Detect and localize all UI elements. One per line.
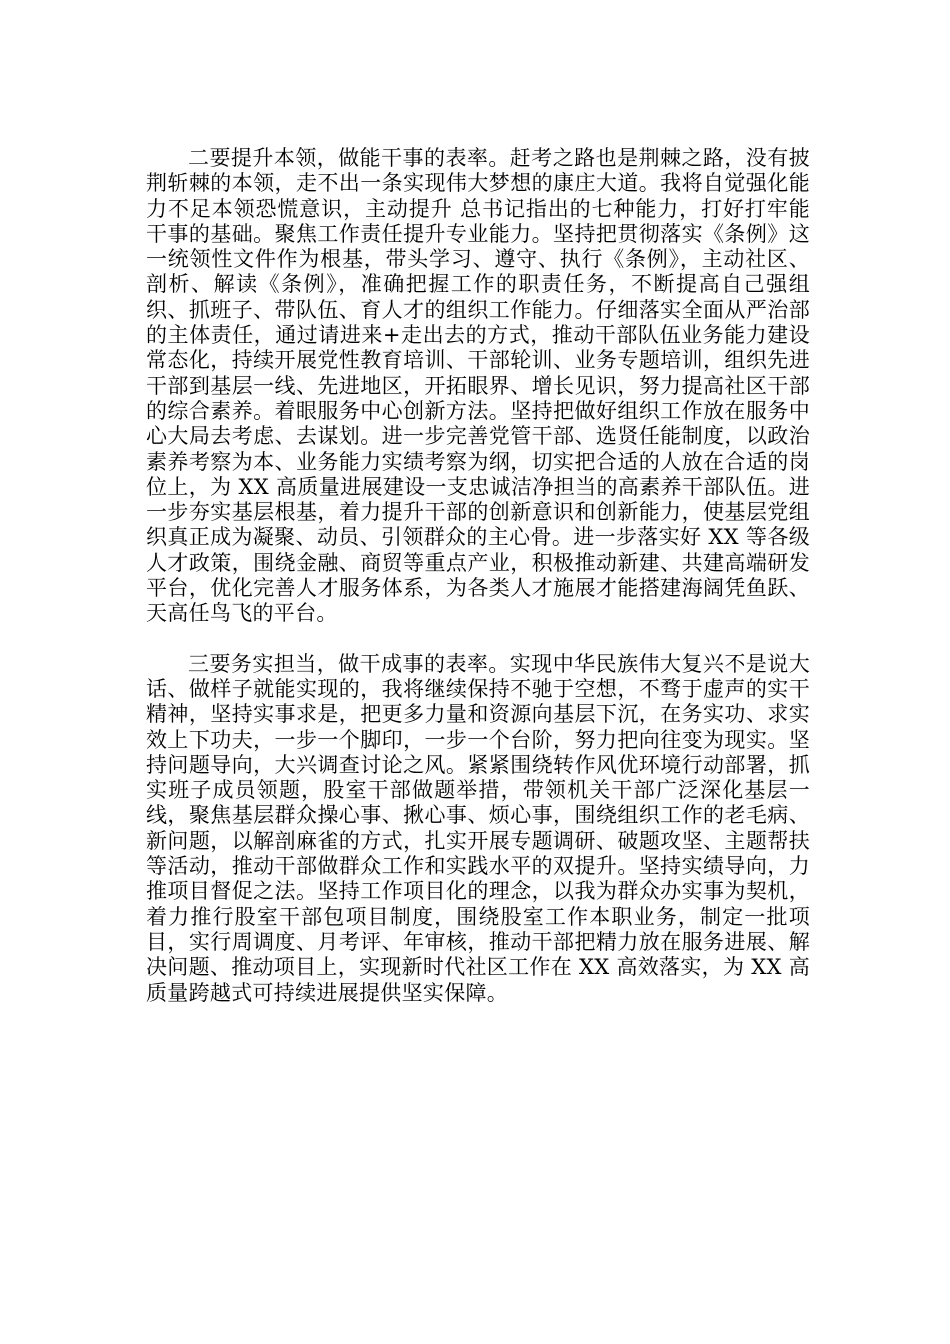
paragraph-responsibility: 三要务实担当，做干成事的表率。实现中华民族伟大复兴不是说大话、做样子就能实现的，我将继续保持不驰于空想，不骛于虚声的实干精神，坚持实事求是，把更多力量和资源向基层下沉，在务实功、求实效上下功夫，一步一个脚印，一步一个台阶，努力把向往变为现实。坚持问题导向，大兴调查讨论之风。紧紧围绕转作风优环境行动部署，抓实班子成员领题，股室干部做题举措，带领机关干部广泛深化基层一线，聚焦基层群众操心事、揪心事、烦心事，围绕组织工作的老毛病、新问题，以解剖麻雀的方式，扎实开展专题调研、破题攻坚、主题帮扶等活动，推动干部做群众工作和实践水平的双提升。坚持实绩导向，力推项目督促之法。坚持工作项目化的理念，以我为群众办实事为契机，着力推行股室干部包项目制度，围绕股室工作本职业务，制定一批项目，实行周调度、月考评、年审核，推动干部把精力放在服务进展、解决问题、推动项目上，实现新时代社区工作在 XX 高效落实，为 XX 高质量跨越式可持续进展提供坚实保障。 [146,651,810,1005]
document-body [146,146,810,1006]
paragraph-ability: 二要提升本领，做能干事的表率。赶考之路也是荆棘之路，没有披荆斩棘的本领，走不出一条实现伟大梦想的康庄大道。我将自觉强化能力不足本领恐慌意识，主动提升 总书记指出的七种能力，打好打牢能干事的基础。聚焦工作责任提升专业能力。坚持把贯彻落实《条例》这一统领性文件作为根基，带头学习、遵守、执行《条例》，主动社区、剖析、解读《条例》，准确把握工作的职责任务，不断提高自己强组织、抓班子、带队伍、育人才的组织工作能力。仔细落实全面从严治部的主体责任，通过请进来+走出去的方式，推动干部队伍业务能力建设常态化，持续开展党性教育培训、干部轮训、业务专题培训，组织先进干部到基层一线、先进地区，开拓眼界、增长见识，努力提高社区干部的综合素养。着眼服务中心创新方法。坚持把做好组织工作放在服务中心大局去考虑、去谋划。进一步完善党管干部、选贤任能制度，以政治素养考察为本、业务能力实绩考察为纲，切实把合适的人放在合适的岗位上，为 XX 高质量进展建设一支忠诚洁净担当的高素养干部队伍。进一步夯实基层根基，着力提升干部的创新意识和创新能力，使基层党组织真正成为凝聚、动员、引领群众的主心骨。进一步落实好 XX 等各级人才政策，围绕金融、商贸等重点产业，积极推动新建、共建高端研发平台，优化完善人才服务体系，为各类人才施展才能搭建海阔凭鱼跃、天高任鸟飞的平台。 [146,146,810,626]
